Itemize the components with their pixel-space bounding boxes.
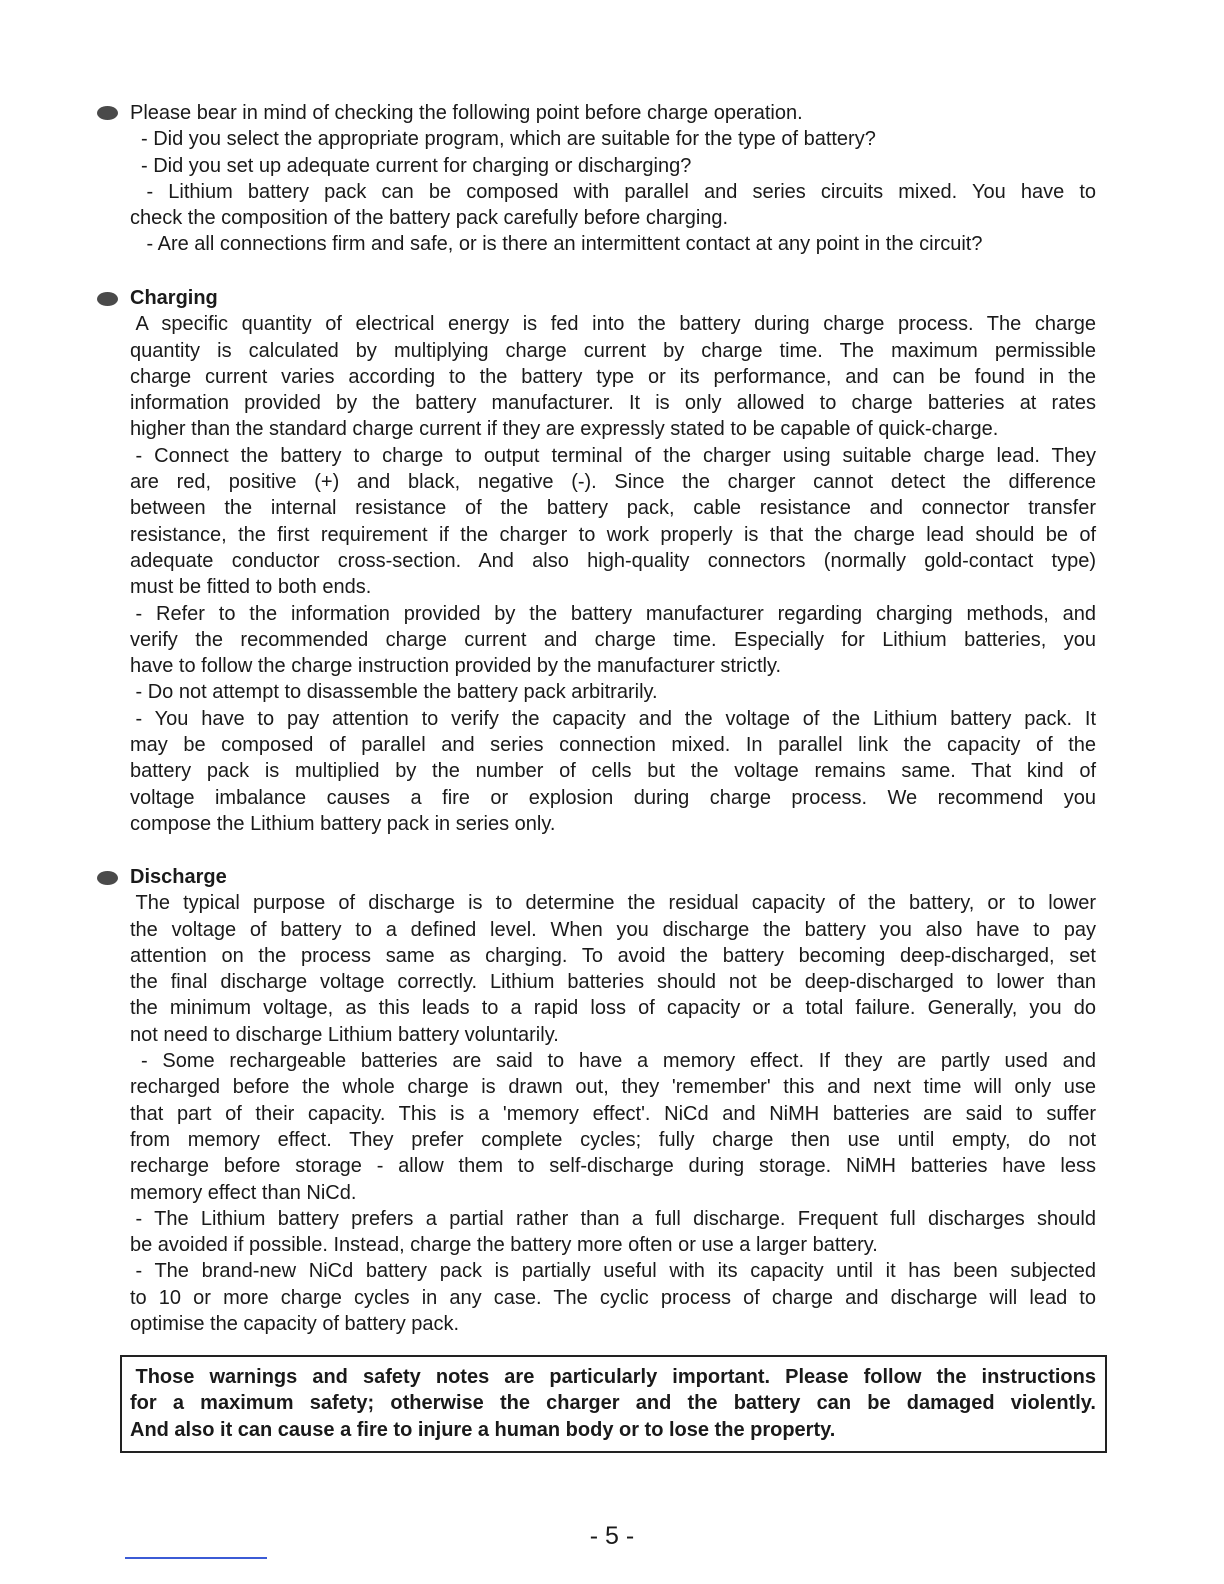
text-line: not need to discharge Lithium battery voluntarily. [130,1023,559,1046]
text-line: - You have to pay attention to verify the capacity and the voltage of the Lithium battery pack. It [135,707,1096,730]
bullet-icon [97,871,118,885]
text-line: recharged before the whole charge is drawn out, they 'remember' this and next time will only use [130,1076,1096,1099]
page-number: - 5 - [589,1522,635,1550]
section-heading: Discharge [130,866,227,888]
text-line: compose the Lithium battery pack in series only. [130,812,556,835]
text-line: - Are all connections firm and safe, or is there an intermittent contact at any point in the circuit? [146,233,983,256]
text-line: must be fitted to both ends. [130,576,372,599]
text-line: from memory effect. They prefer complete cycles; fully charge then use until empty, do not [130,1128,1096,1151]
text-line: information provided by the battery manufacturer. It is only allowed to charge batteries at rates [130,392,1096,415]
text-line: attention on the process same as charging. To avoid the battery becoming deep-discharged, set [130,944,1096,967]
text-line: the final discharge voltage correctly. Lithium batteries should not be deep-discharged to lower than [130,971,1096,994]
text-line: Those warnings and safety notes are particularly important. Please follow the instructions [135,1366,1096,1388]
text-line: are red, positive (+) and black, negative (-). Since the charger cannot detect the difference [130,471,1096,494]
text-line: And also it can cause a fire to injure a human body or to lose the property. [130,1418,836,1441]
text-line: be avoided if possible. Instead, charge the battery more often or use a larger battery. [130,1234,878,1257]
section-heading: Charging [130,287,218,309]
text-line: - The Lithium battery prefers a partial rather than a full discharge. Frequent full discharges should [135,1207,1096,1230]
text-line: the voltage of battery to a defined level. When you discharge the battery you also have to pay [130,918,1096,941]
text-line: between the internal resistance of the battery pack, cable resistance and connector transfer [130,497,1096,520]
text-line: resistance, the first requirement if the charger to work properly is that the charge lead should be of [130,523,1096,546]
text-line: The typical purpose of discharge is to determine the residual capacity of the battery, or to lower [135,892,1096,915]
discharge-section [130,864,1096,1337]
text-line: adequate conductor cross-section. And also high-quality connectors (normally gold-contact type) [130,549,1096,572]
text-line: optimise the capacity of battery pack. [130,1313,460,1336]
text-line: for a maximum safety; otherwise the charger and the battery can be damaged violently. [130,1392,1096,1415]
text-line: - Lithium battery pack can be composed with parallel and series circuits mixed. You have to [146,180,1096,203]
text-line: to 10 or more charge cycles in any case. The cyclic process of charge and discharge will lead to [130,1286,1096,1309]
text-line: A specific quantity of electrical energy is fed into the battery during charge process. The charge [135,313,1096,336]
text-line: charge current varies according to the battery type or its performance, and can be found in the [130,365,1096,388]
charging-body [130,311,1096,837]
text-line: that part of their capacity. This is a 'memory effect'. NiCd and NiMH batteries are said to suffer [130,1102,1096,1125]
text-line: - The brand-new NiCd battery pack is partially useful with its capacity until it has been subjected [135,1260,1096,1283]
text-line: battery pack is multiplied by the number of cells but the voltage remains same. That kind of [130,760,1096,783]
text-line: check the composition of the battery pack carefully before charging. [130,207,729,230]
text-line: - Do not attempt to disassemble the battery pack arbitrarily. [135,681,658,704]
bullet-icon [97,106,118,120]
text-line: - Did you set up adequate current for charging or discharging? [141,154,692,177]
warning-text [130,1364,1096,1443]
text-line: may be composed of parallel and series connection mixed. In parallel link the capacity of the [130,734,1096,757]
text-line: memory effect than NiCd. [130,1181,357,1204]
text-line: recharge before storage - allow them to self-discharge during storage. NiMH batteries have less [130,1155,1096,1178]
charging-section [130,285,1096,837]
text-line: - Did you select the appropriate program, which are suitable for the type of battery? [141,128,876,151]
text-line: verify the recommended charge current and charge time. Especially for Lithium batteries, you [130,628,1096,651]
text-line: - Refer to the information provided by the battery manufacturer regarding charging methods, and [135,602,1096,625]
text-line: have to follow the charge instruction provided by the manufacturer strictly. [130,655,782,678]
bullet-icon [97,292,118,306]
text-line: Please bear in mind of checking the following point before charge operation. [130,102,803,124]
discharge-body [130,890,1096,1337]
text-line: the minimum voltage, as this leads to a rapid loss of capacity or a total failure. Generally, you do [130,997,1096,1020]
text-line: quantity is calculated by multiplying charge current by charge time. The maximum permissible [130,339,1096,362]
footer-rule [125,1557,267,1559]
text-line: higher than the standard charge current if they are expressly stated to be capable of quick-charge. [130,418,999,441]
text-line: - Some rechargeable batteries are said to have a memory effect. If they are partly used and [141,1050,1096,1073]
text-line: voltage imbalance causes a fire or explosion during charge process. We recommend you [130,786,1096,809]
text-line: - Connect the battery to charge to output terminal of the charger using suitable charge lead. They [135,444,1096,467]
checklist-section [130,100,1096,258]
